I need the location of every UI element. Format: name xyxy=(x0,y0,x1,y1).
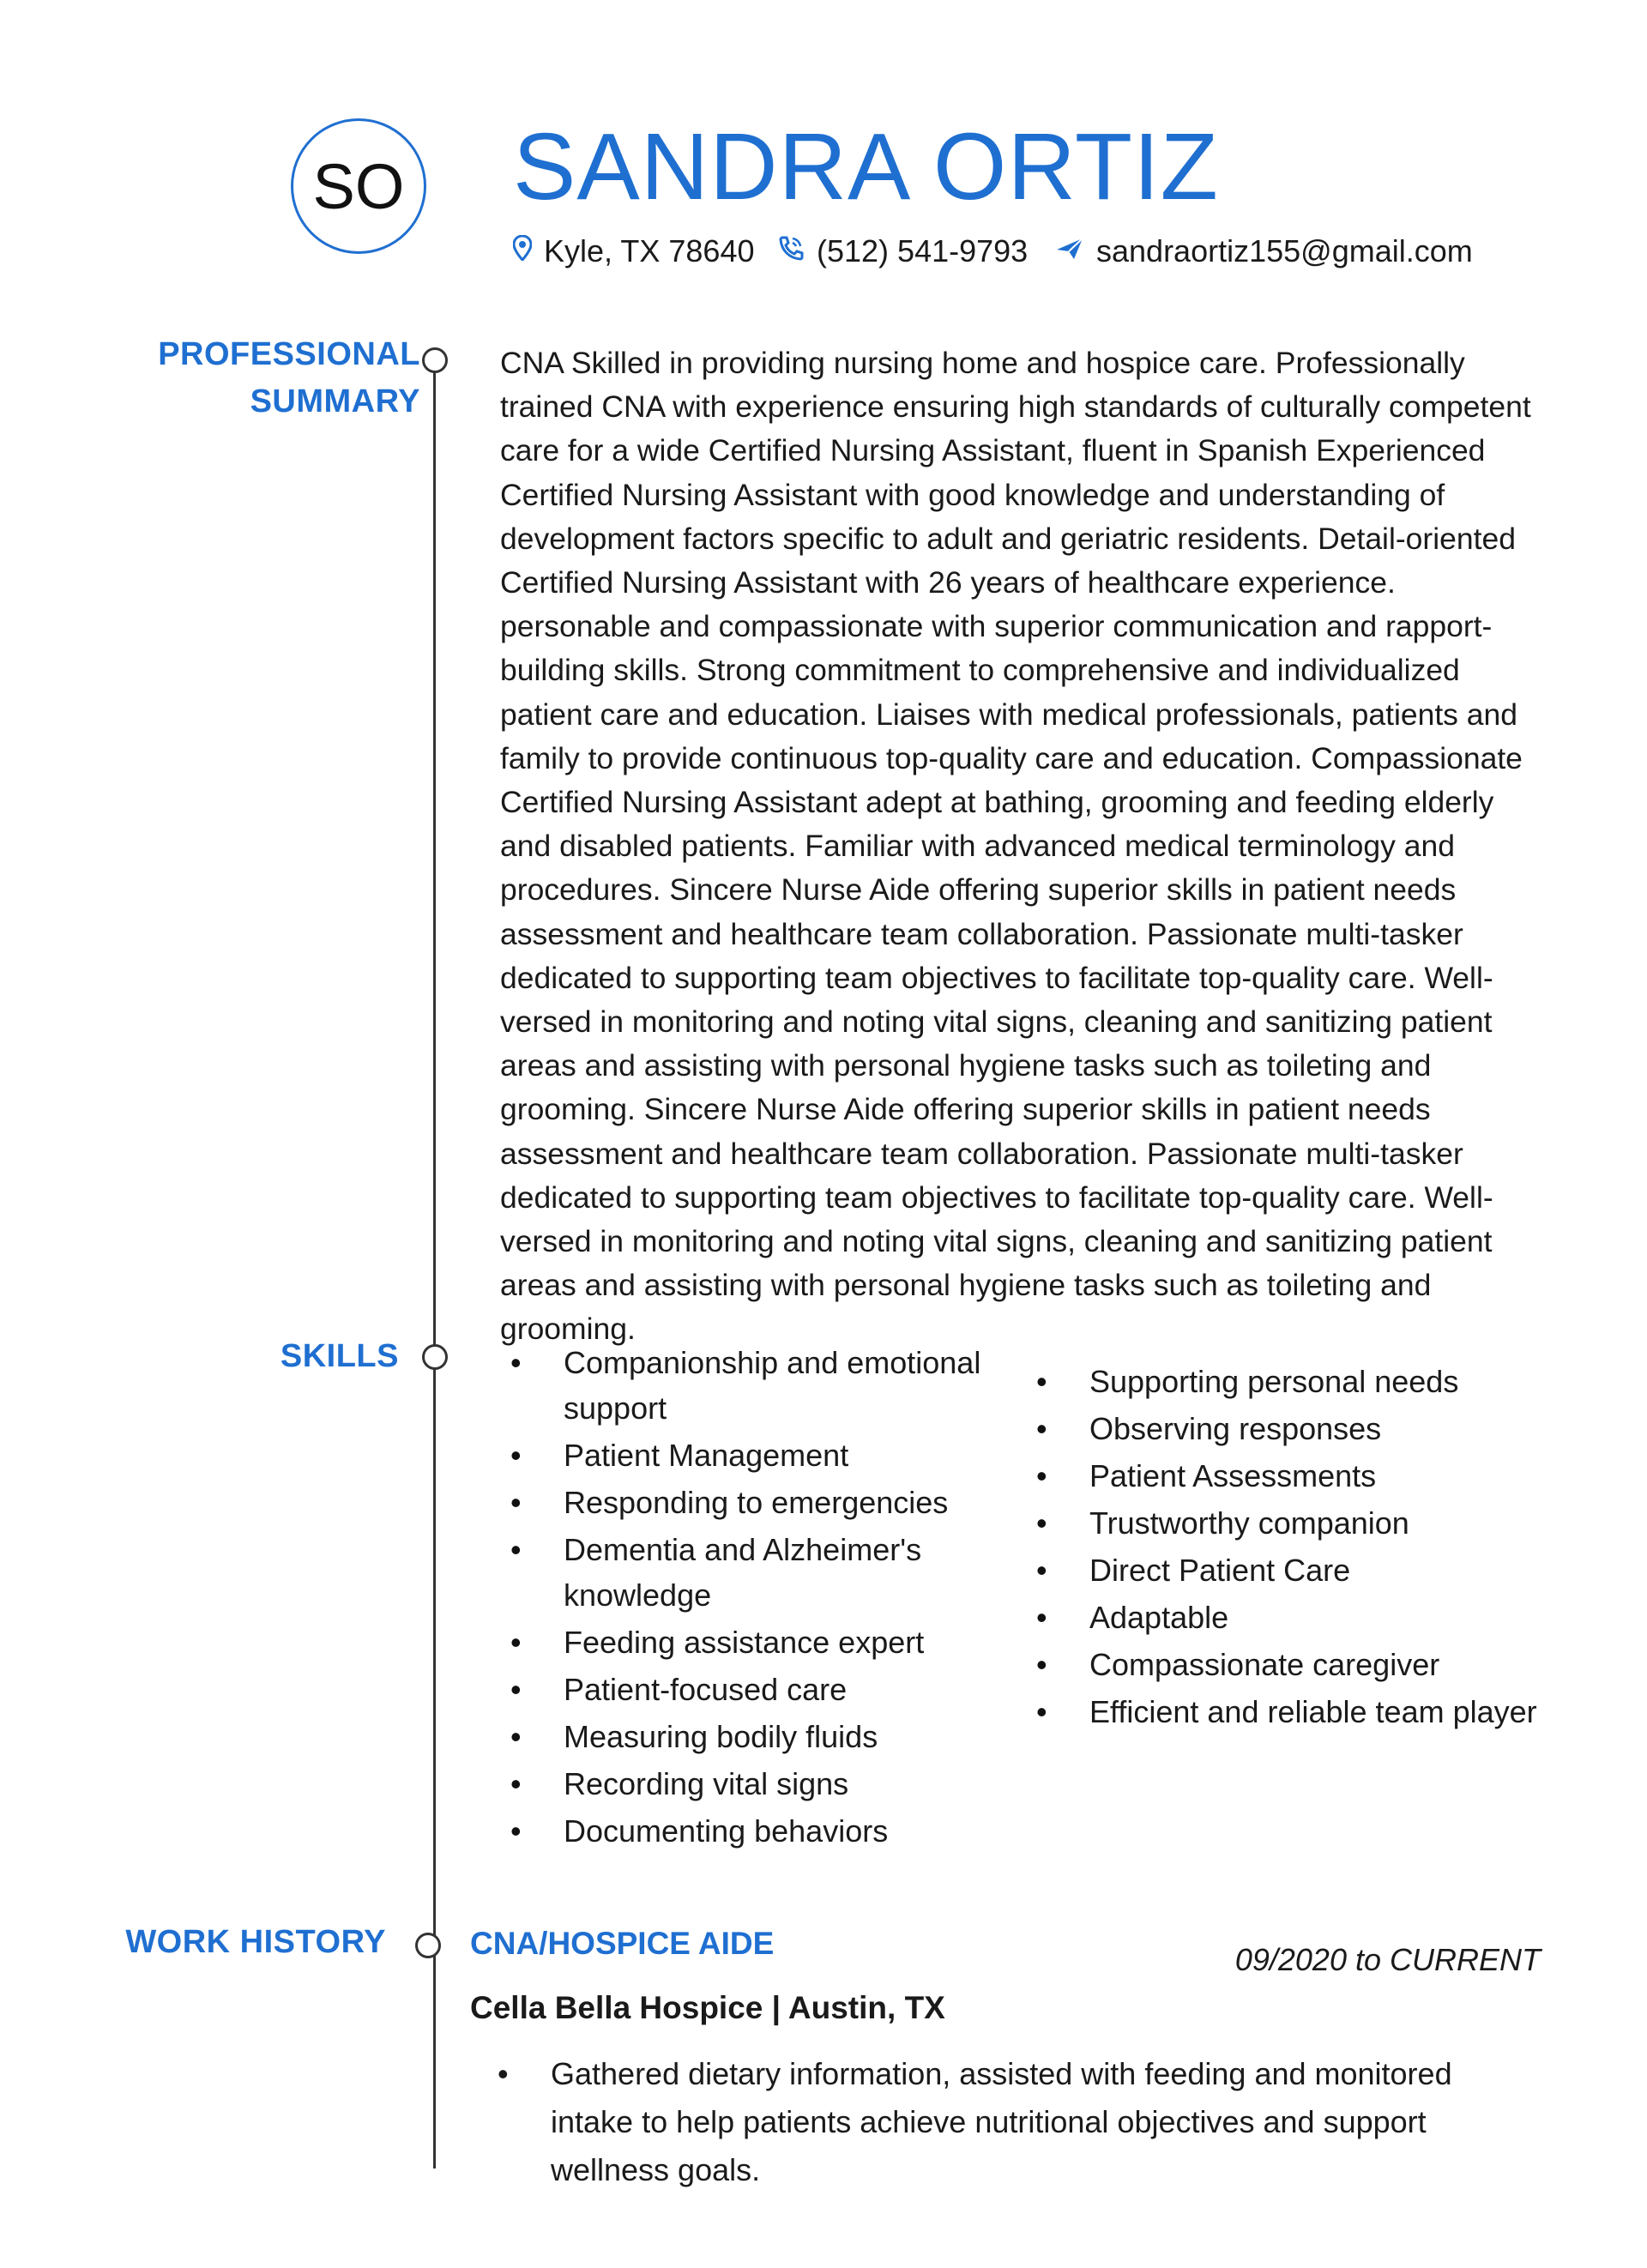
candidate-name: SANDRA ORTIZ xyxy=(513,114,1219,220)
send-icon xyxy=(1055,235,1084,268)
skill-item: • Documenting behaviors xyxy=(510,1808,991,1854)
skill-item: • Measuring bodily fluids xyxy=(510,1714,991,1759)
monogram-text: SO xyxy=(312,150,405,222)
summary-title-line1: PROFESSIONAL xyxy=(158,336,420,372)
skill-item: • Companionship and emotional support xyxy=(510,1340,991,1431)
summary-paragraph: CNA Skilled in providing nursing home and hospice care. Professionally trained CNA with experience ensuring high standards of culturally competent care for a wide Certified Nursing Assistant, fluent in Spanish Experienced Certified Nursing Assistant with good knowledge and understanding of development factors specific to adult and geriatric residents. Detail-oriented Certified Nursing Assistant with 26 years of healthcare experience. personable and compassionate with superior communication and rapport-building skills. Strong commitment to comprehensive and individualized patient care and education. Liaises with medical professionals, patients and family to provide continuous top-quality care and education. Compassionate Certified Nursing Assistant adept at bathing, grooming and feeding elderly and disabled patients. Familiar with advanced medical terminology and procedures. Sincere Nurse Aide offering superior skills in patient needs assessment and healthcare team collaboration. Passionate multi-tasker dedicated to supporting team objectives to facilitate top-quality care. Well-versed in monitoring and noting vital signs, cleaning and sanitizing patient areas and assisting with personal hygiene tasks such as toileting and grooming. Sincere Nurse Aide offering superior skills in patient needs assessment and healthcare team collaboration. Passionate multi-tasker dedicated to supporting team objectives to facilitate top-quality care. Well-versed in monitoring and noting vital signs, cleaning and sanitizing patient areas and assisting with personal hygiene tasks such as toileting and grooming. xyxy=(500,346,1531,1347)
job-bullet-list xyxy=(498,2050,1518,2194)
section-title-work-history: WORK HISTORY xyxy=(125,1924,386,1960)
job-dates: 09/2020 to CURRENT xyxy=(1234,1942,1541,1977)
skill-item: • Observing responses xyxy=(1036,1406,1568,1451)
contact-phone xyxy=(777,233,1028,269)
monogram-badge xyxy=(291,118,426,254)
timeline-node-work xyxy=(415,1933,441,1958)
timeline-node-summary xyxy=(422,347,448,373)
phone-text: (512) 541-9793 xyxy=(817,233,1029,268)
location-text: Kyle, TX 78640 xyxy=(544,233,755,268)
skill-item: • Patient Assessments xyxy=(1036,1453,1568,1499)
skill-item: • Supporting personal needs xyxy=(1036,1359,1568,1404)
phone-icon xyxy=(777,235,805,268)
skill-item: • Patient-focused care xyxy=(510,1667,991,1712)
skill-item: • Recording vital signs xyxy=(510,1761,991,1807)
timeline-line xyxy=(433,359,436,2168)
contact-email xyxy=(1055,233,1473,269)
section-title-skills: SKILLS xyxy=(280,1338,399,1374)
skills-list-left xyxy=(510,1340,991,1855)
skill-item: • Adaptable xyxy=(1036,1595,1568,1640)
timeline-node-skills xyxy=(422,1344,448,1370)
skill-item: • Feeding assistance expert xyxy=(510,1620,991,1665)
employer: Cella Bella Hospice | Austin, TX xyxy=(470,1990,945,2025)
section-title-summary xyxy=(137,331,420,425)
summary-title-line2: SUMMARY xyxy=(250,383,420,420)
skills-list-right xyxy=(1036,1359,1568,1736)
skill-item: • Efficient and reliable team player xyxy=(1036,1689,1568,1734)
map-pin-icon xyxy=(513,235,532,268)
contact-location xyxy=(513,233,755,269)
skill-item: • Trustworthy companion xyxy=(1036,1500,1568,1546)
skill-item: • Responding to emergencies xyxy=(510,1480,991,1525)
job-title: CNA/HOSPICE AIDE xyxy=(470,1926,775,1961)
email-text: sandraortiz155@gmail.com xyxy=(1096,233,1473,268)
skill-item: • Compassionate caregiver xyxy=(1036,1642,1568,1687)
skill-item: • Patient Management xyxy=(510,1433,991,1478)
skill-item: • Direct Patient Care xyxy=(1036,1547,1568,1593)
skill-item: • Dementia and Alzheimer's knowledge xyxy=(510,1527,991,1618)
job-bullet: • Gathered dietary information, assisted with feeding and monitored intake to help patients achieve nutritional objectives and support wellness goals. xyxy=(498,2050,1518,2194)
